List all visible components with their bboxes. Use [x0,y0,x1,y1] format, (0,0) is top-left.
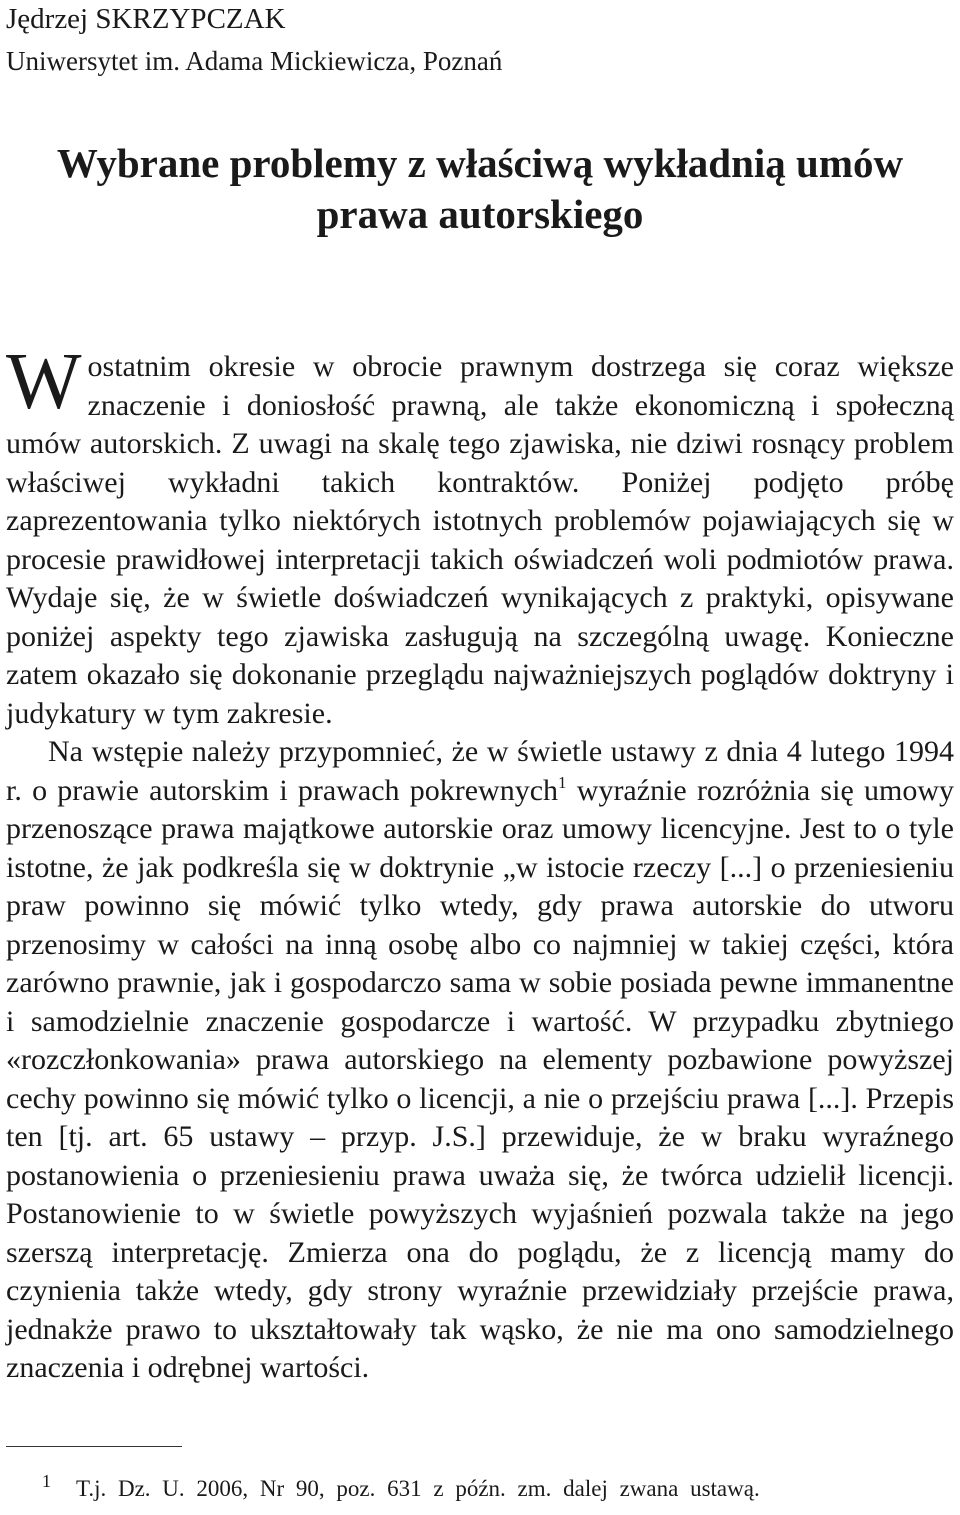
footnote-divider [6,1446,182,1447]
author-affiliation: Uniwersytet im. Adama Mickiewicza, Poznań [6,46,503,76]
paragraph-2-text-a: Na wstępie należy przypomnieć, że w świetle ustawy z dnia 4 lutego 1994 r. o prawie autorskim i prawach pokrewnych [6,735,954,807]
paragraph-1 [6,338,954,733]
paragraph-2 [6,733,954,1388]
paragraph-1-text: ostatnim okresie w obrocie prawnym dostrzega się coraz większe znaczenie i doniosłość prawną, ale także ekonomiczną i społeczną umów autorskich. Z uwagi na skalę tego zjawiska, nie dziwi rosnący problem właściwej wykładni takich kontraktów. Poniżej podjęto próbę zaprezentowania tylko niektórych istotnych problemów pojawiających się w procesie prawidłowej interpretacji takich oświadczeń woli podmiotów prawa. Wydaje się, że w świetle doświadczeń wynikających z praktyki, opisywane poniżej aspekty tego zjawiska zasługują na szczególną uwagę. Konieczne zatem okazało się dokonanie przeglądu najważniejszych poglądów doktryny i judykatury w tym zakresie. [6,350,954,730]
footnote-reference[interactable]: 1 [558,772,567,792]
footnote-text: T.j. Dz. U. 2006, Nr 90, poz. 631 z późn. zm. dalej zwana ustawą. [76,1476,760,1501]
drop-cap: W [6,338,82,426]
footnote-number: 1 [42,1471,51,1491]
article-title: Wybrane problemy z właściwą wykładnią umów prawa autorskiego [56,140,904,237]
paragraph-2-text-b: wyraźnie rozróżnia się umowy przenoszące prawa majątkowe autorskie oraz umowy licencyjne. Jest to o tyle istotne, że jak podkreśla się w doktrynie „w istocie rzeczy [...] o przeniesieniu praw powinno się mówić tylko wtedy, gdy prawa autorskie do utworu przenosimy w całości na inną osobę albo co najmniej w takiej części, która zarówno prawnie, jak i gospodarczo sama w sobie posiada pewne immanentne i samodzielnie znaczenie gospodarcze i wartość. W przypadku zbytniego «rozczłonkowania» prawa autorskiego na elementy pozbawione powyższej cechy powinno się mówić tylko o licencji, a nie o przejściu prawa [...]. Przepis ten [tj. art. 65 ustawy – przyp. J.S.] przewiduje, że w braku wyraźnego postanowienia o przeniesieniu prawa uważa się, że twórca udzielił licencji. Postanowienie to w świetle powyższych wyjaśnień pozwala także na jego szerszą interpretację. Zmierza ona do poglądu, że z licencją mamy do czynienia także wtedy, gdy strony wyraźnie przewidziały przejście prawa, jednakże prawo to ukształtowały tak wąsko, że nie ma ono samodzielnego znaczenia i odrębnej wartości. [6,773,954,1384]
author-name: Jędrzej SKRZYPCZAK [6,3,286,35]
article-body [6,338,954,1388]
